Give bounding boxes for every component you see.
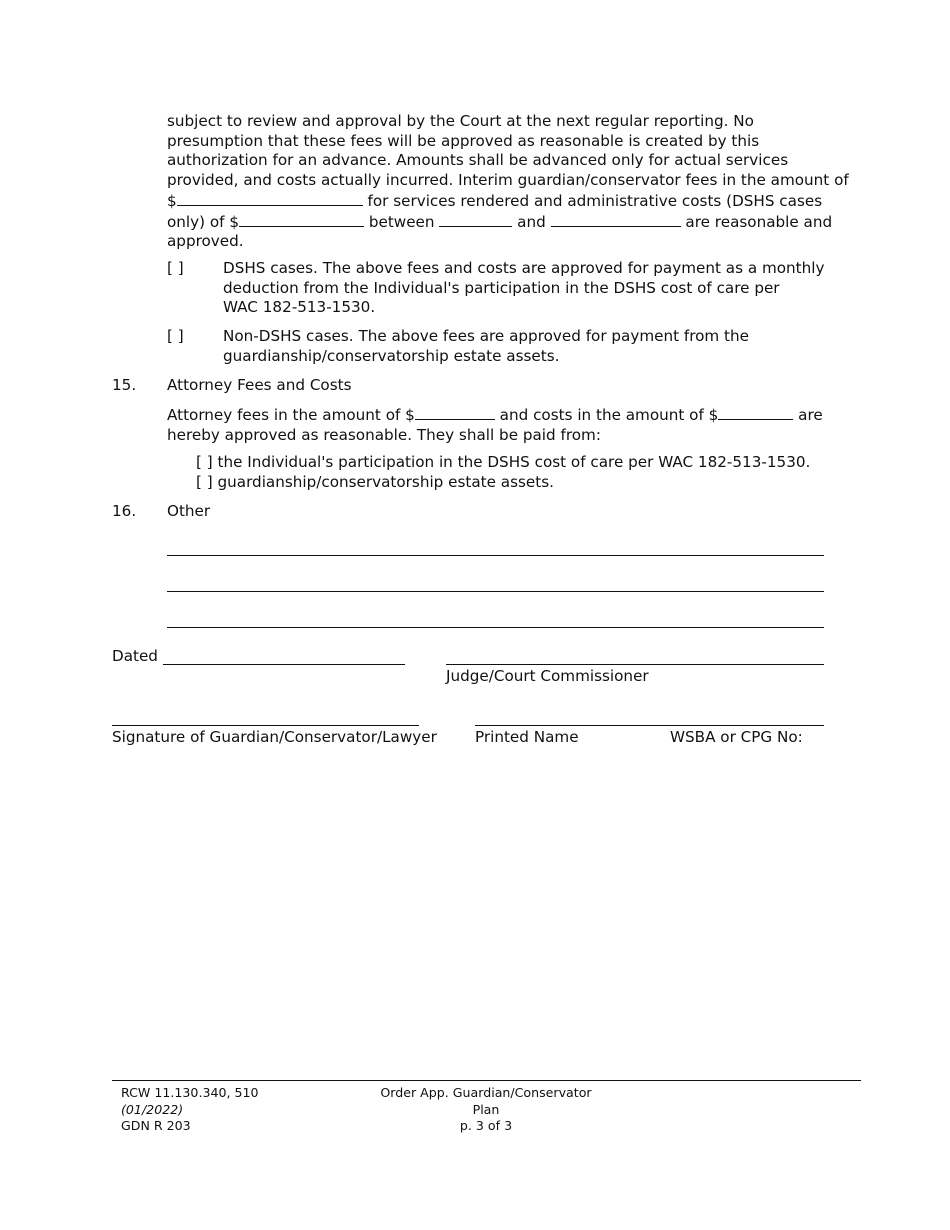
attorney-costs-amount-blank[interactable] — [718, 405, 793, 420]
fees-line-1: subject to review and approval by the Court at the next regular reporting. No — [167, 112, 754, 130]
other-line-1[interactable] — [167, 555, 824, 556]
printed-name-line[interactable] — [475, 725, 824, 726]
interim-fees-amount-blank[interactable] — [177, 191, 363, 206]
footer-rule — [112, 1080, 861, 1081]
fees-paragraph — [167, 112, 849, 252]
fees-line-6: only) of $ between and are reasonable and — [167, 212, 833, 231]
section-16-number: 16. — [112, 502, 137, 520]
fees-line-4: provided, and costs actually incurred. Interim guardian/conservator fees in the amount of — [167, 171, 849, 190]
footer-rcw: RCW 11.130.340, 510 — [121, 1085, 259, 1100]
fees-line-7: approved. — [167, 232, 244, 251]
fees-line-5: $ for services rendered and administrative costs (DSHS cases — [167, 191, 823, 210]
footer-title-line-1: Order App. Guardian/Conservator — [380, 1085, 592, 1100]
judge-label: Judge/Court Commissioner — [446, 667, 649, 685]
footer-form-code: GDN R 203 — [121, 1118, 191, 1133]
section-15-number: 15. — [112, 376, 137, 394]
wsba-label: WSBA or CPG No: — [670, 728, 803, 746]
section-16-title: Other — [167, 502, 211, 520]
printed-name-label: Printed Name — [475, 728, 579, 746]
dshs-checkbox[interactable]: [ ] — [167, 259, 184, 277]
attorney-fees-line-2: hereby approved as reasonable. They shall be paid from: — [167, 425, 601, 444]
footer-date: (01/2022) — [121, 1101, 184, 1117]
non-dshs-option-text: Non-DSHS cases. The above fees are approved for payment from the guardianship/conservatorship estate assets. — [223, 327, 749, 365]
attorney-fees-amount-blank[interactable] — [415, 405, 495, 420]
guardian-signature-line[interactable] — [112, 725, 419, 726]
period-end-blank[interactable] — [551, 212, 681, 227]
dshs-option-text: DSHS cases. The above fees and costs are approved for payment as a monthly deduction from the Individual's participation in the DSHS cost of care per WAC 182-513-1530. — [223, 259, 825, 317]
footer-center — [366, 1085, 606, 1135]
dated-line[interactable] — [163, 664, 405, 665]
attorney-paid-from-options — [196, 453, 810, 492]
fees-line-2: presumption that these fees will be approved as reasonable is created by this — [167, 131, 760, 150]
attorney-fees-line-1: Attorney fees in the amount of $ and costs in the amount of $ are — [167, 406, 823, 424]
other-line-2[interactable] — [167, 591, 824, 592]
paid-from-dshs-option[interactable]: [ ] the Individual's participation in the DSHS cost of care per WAC 182-513-1530. — [196, 453, 811, 471]
other-line-3[interactable] — [167, 627, 824, 628]
non-dshs-checkbox[interactable]: [ ] — [167, 327, 184, 345]
footer-title-line-2: Plan — [472, 1101, 500, 1117]
dated-label: Dated — [112, 647, 158, 665]
footer-page: p. 3 of 3 — [459, 1118, 513, 1133]
footer-left — [121, 1085, 259, 1135]
admin-costs-amount-blank[interactable] — [239, 212, 364, 227]
paid-from-estate-option[interactable]: [ ] guardianship/conservatorship estate assets. — [196, 472, 554, 491]
guardian-signature-label: Signature of Guardian/Conservator/Lawyer — [112, 728, 437, 746]
fees-line-3: authorization for an advance. Amounts shall be advanced only for actual services — [167, 151, 789, 170]
period-start-blank[interactable] — [439, 212, 512, 227]
section-15-title: Attorney Fees and Costs — [167, 376, 352, 394]
judge-signature-line[interactable] — [446, 664, 824, 665]
attorney-fees-paragraph — [167, 405, 823, 445]
